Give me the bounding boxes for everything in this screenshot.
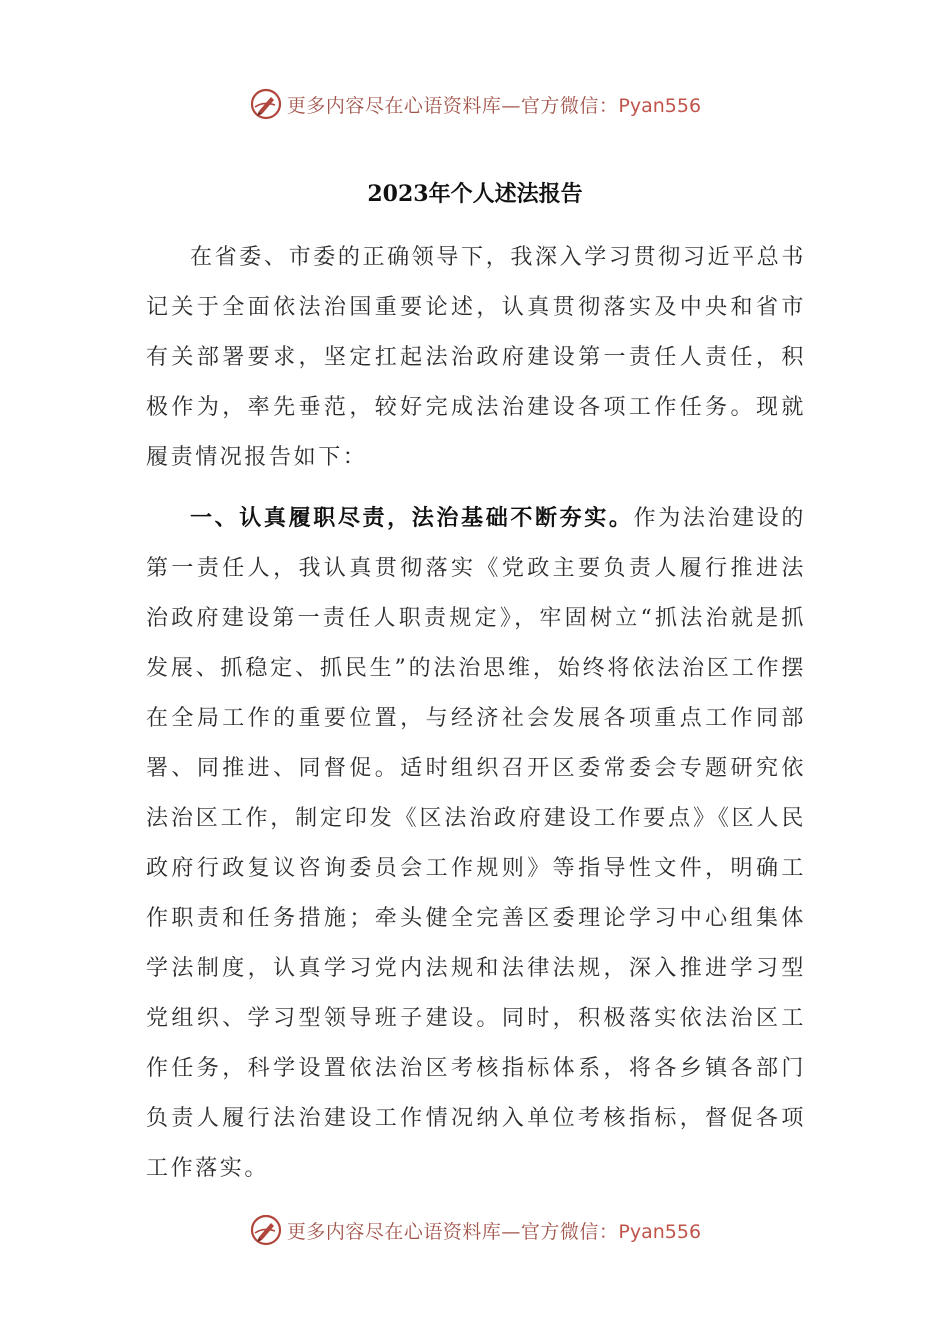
watermark-banner-bottom — [0, 1210, 950, 1250]
document-body — [146, 232, 806, 1194]
pen-logo-icon — [249, 87, 283, 121]
pen-logo-icon — [249, 1213, 283, 1247]
wechat-id: Pyan556 — [618, 94, 702, 117]
watermark-text: 更多内容尽在心语资料库—官方微信：Pyan556 — [286, 1220, 702, 1243]
wechat-id: Pyan556 — [618, 1220, 702, 1243]
document-title: 2023年个人述法报告 — [367, 181, 583, 207]
watermark-banner-top — [0, 84, 950, 124]
paragraph-section-one: 一、认真履职尽责，法治基础不断夯实。作为法治建设的第一责任人，我认真贯彻落实《党政主要负责人履行推进法治政府建设第一责任人职责规定》，牢固树立“抓法治就是抓发展、抓稳定、抓民生”的法治思维，始终将依法治区工作摆在全局工作的重要位置，与经济社会发展各项重点工作同部署、同推进、同督促。适时组织召开区委常委会专题研究依法治区工作，制定印发《区法治政府建设工作要点》《区人民政府行政复议咨询委员会工作规则》等指导性文件，明确工作职责和任务措施；牵头健全完善区委理论学习中心组集体学法制度，认真学习党内法规和法律法规，深入推进学习型党组织、学习型领导班子建设。同时，积极落实依法治区工作任务，科学设置依法治区考核指标体系，将各乡镇各部门负责人履行法治建设工作情况纳入单位考核指标，督促各项工作落实。 — [146, 505, 806, 1181]
watermark-text: 更多内容尽在心语资料库—官方微信：Pyan556 — [286, 94, 702, 117]
paragraph-intro: 在省委、市委的正确领导下，我深入学习贯彻习近平总书记关于全面依法治国重要论述，认真贯彻落实及中央和省市有关部署要求，坚定扛起法治政府建设第一责任人责任，积极作为，率先垂范，较好完成法治建设各项工作任务。现就履责情况报告如下： — [146, 245, 806, 470]
section-heading: 一、认真履职尽责，法治基础不断夯实。 — [190, 505, 634, 531]
